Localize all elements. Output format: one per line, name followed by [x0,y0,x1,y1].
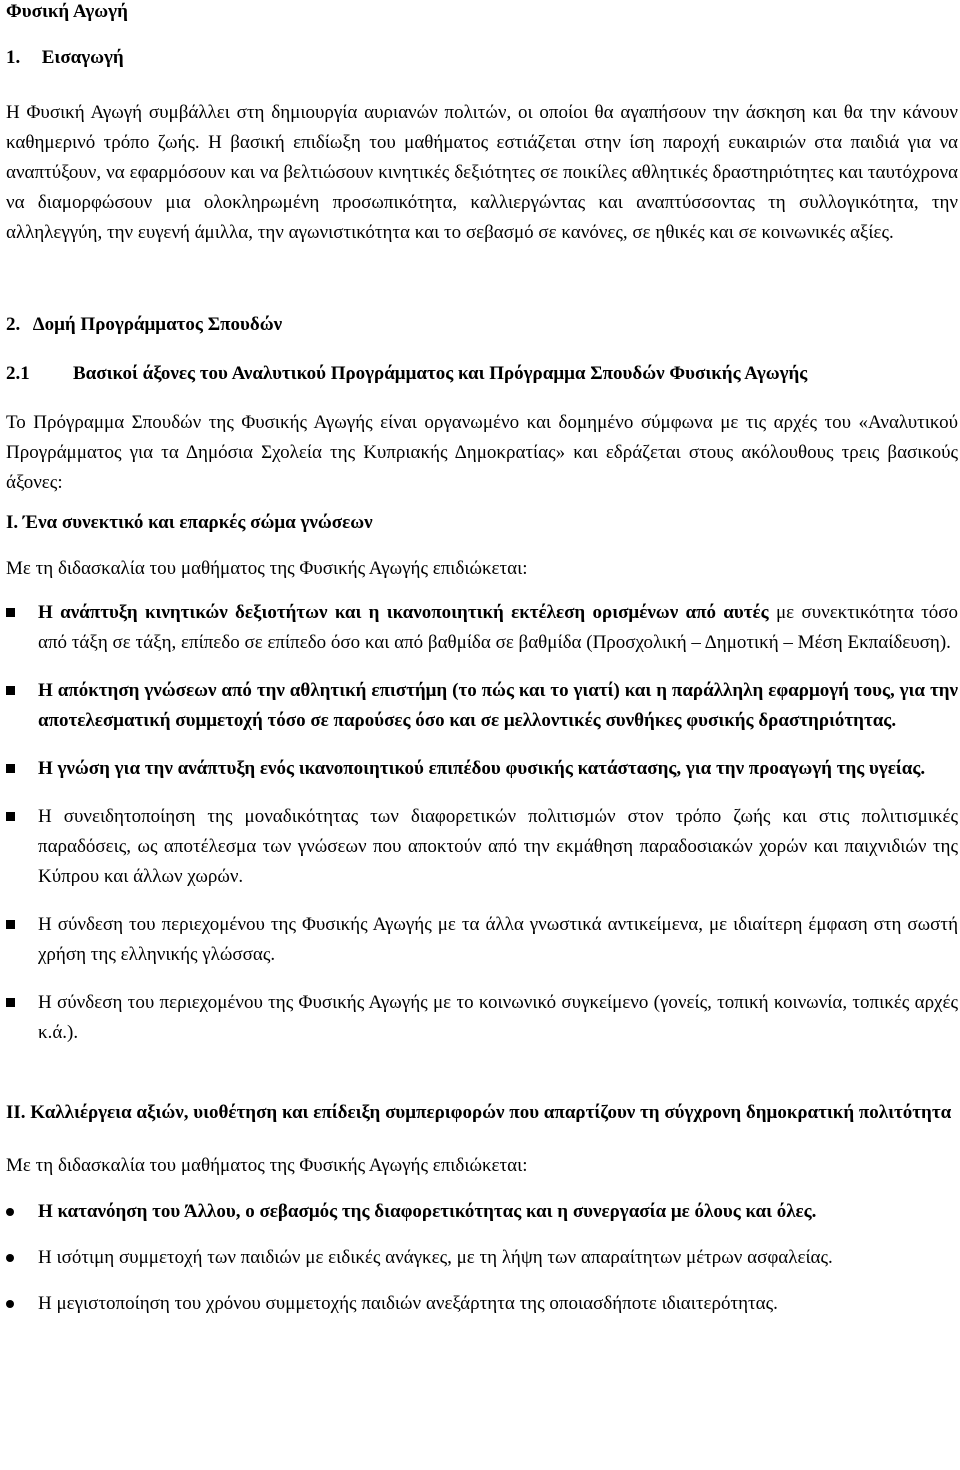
subsection-2-1-title: Βασικοί άξονες του Αναλυτικού Προγράμματος και Πρόγραμμα Σπουδών Φυσικής Αγωγής [73,363,808,384]
document-page [6,0,958,1319]
square-bullet-icon [6,920,15,929]
square-bullet-icon [6,764,15,773]
axis-2-list [6,1197,958,1319]
item-bold-text: Η απόκτηση γνώσεων από την αθλητική επιστήμη (το πώς και το γιατί) και η παράλληλη εφαρμογή τους, για την αποτελεσματική συμμετοχή τόσο σε παρούσες όσο και σε μελλοντικές συνθήκες φυσικής δραστηριότητας. [38,680,958,731]
section-2-number: 2. [6,314,21,335]
item-text: με συνεκτικότητα τόσο από τάξη σε τάξη, επίπεδο σε επίπεδο όσο και από βαθμίδα σε βαθμίδα (Προσχολική – Δημοτική – Μέση Εκπαίδευση). [38,602,958,653]
item-text: Η συνειδητοποίηση της μοναδικότητας των διαφορετικών πολιτισμών στον τρόπο ζωής και στις πολιτισμικές παραδόσεις, ως αποτέλεσμα των γνώσεων που αποκτούν από την εκμάθηση παραδοσιακών χορών και παιχνιδιών της Κύπρου και άλλων χωρών. [38,806,958,887]
axis-2-heading: ΙΙ. Καλλιέργεια αξιών, υιοθέτηση και επίδειξη συμπεριφορών που απαρτίζουν τη σύγχρονη δημοκρατική πολιτότητα [6,1102,952,1123]
list-item [6,754,958,784]
intro-paragraph: Η Φυσική Αγωγή συμβάλλει στη δημιουργία αυριανών πολιτών, οι οποίοι θα αγαπήσουν την άσκηση και θα την κάνουν καθημερινό τρόπο ζωής. Η βασική επιδίωξη του μαθήματος εστιάζεται στην ίση παροχή ευκαιριών στα παιδιά για να αναπτύξουν, να εφαρμόσουν και να βελτιώσουν κινητικές δεξιότητες σε ποικίλες αθλητικές δραστηριότητες και ταυτόχρονα να διαμορφώσουν μια ολοκληρωμένη προσωπικότητα, καλλιεργώντας και αναπτύσσοντας τη συλλογικότητα, την αλληλεγγύη, την ευγενή άμιλλα, την αγωνιστικότητα και το σεβασμό σε κανόνες, σε ηθικές και σε κοινωνικές αξίες. [6,102,958,243]
axis-1-intro: Με τη διδασκαλία του μαθήματος της Φυσικής Αγωγής επιδιώκεται: [6,558,528,579]
list-item [6,598,958,658]
axis-1-list [6,598,958,1048]
subsection-2-1-heading [6,363,958,385]
list-item [6,1243,958,1273]
section-1-title: Εισαγωγή [41,47,124,68]
list-item [6,1197,958,1227]
square-bullet-icon [6,812,15,821]
disc-bullet-icon [6,1254,14,1262]
axis-1-heading: Ι. Ένα συνεκτικό και επαρκές σώμα γνώσεων [6,512,373,533]
subsection-2-1-number: 2.1 [6,363,30,384]
document-title: Φυσική Αγωγή [6,1,128,22]
list-item [6,1289,958,1319]
list-item [6,676,958,736]
list-item [6,910,958,970]
item-bold-text: Η ανάπτυξη κινητικών δεξιοτήτων και η ικανοποιητική εκτέλεση ορισμένων από αυτές [38,602,769,623]
item-text: Η σύνδεση του περιεχομένου της Φυσικής Αγωγής με το κοινωνικό συγκείμενο (γονείς, τοπική κοινωνία, τοπικές αρχές κ.ά.). [38,992,958,1043]
square-bullet-icon [6,608,15,617]
item-text: Η μεγιστοποίηση του χρόνου συμμετοχής παιδιών ανεξάρτητα της οποιασδήποτε ιδιαιτερότητας. [38,1293,778,1314]
item-text: Η σύνδεση του περιεχομένου της Φυσικής Αγωγής με τα άλλα γνωστικά αντικείμενα, με ιδιαίτερη έμφαση στη σωστή χρήση της ελληνικής γλώσσας. [38,914,958,965]
disc-bullet-icon [6,1300,14,1308]
structure-paragraph: Το Πρόγραμμα Σπουδών της Φυσικής Αγωγής είναι οργανωμένο και δομημένο σύμφωνα με τις αρχές του «Αναλυτικού Προγράμματος για τα Δημόσια Σχολεία της Κυπριακής Δημοκρατίας» και εδράζεται στους ακόλουθους τρεις βασικούς άξονες: [6,412,958,493]
square-bullet-icon [6,686,15,695]
square-bullet-icon [6,998,15,1007]
section-1-number: 1. [6,47,21,68]
section-2-title: Δομή Προγράμματος Σπουδών [32,314,283,335]
axis-2-intro: Με τη διδασκαλία του μαθήματος της Φυσικής Αγωγής επιδιώκεται: [6,1155,528,1176]
list-item [6,988,958,1048]
item-bold-text: Η κατανόηση του Άλλου, ο σεβασμός της διαφορετικότητας και η συνεργασία με όλους και όλες. [38,1201,817,1222]
disc-bullet-icon [6,1208,14,1216]
list-item [6,802,958,892]
item-text: Η ισότιμη συμμετοχή των παιδιών με ειδικές ανάγκες, με τη λήψη των απαραίτητων μέτρων ασφαλείας. [38,1247,833,1268]
section-2-heading [6,314,958,336]
item-bold-text: Η γνώση για την ανάπτυξη ενός ικανοποιητικού επιπέδου φυσικής κατάστασης, για την προαγωγή της υγείας. [38,758,926,779]
section-1-heading [6,47,958,69]
